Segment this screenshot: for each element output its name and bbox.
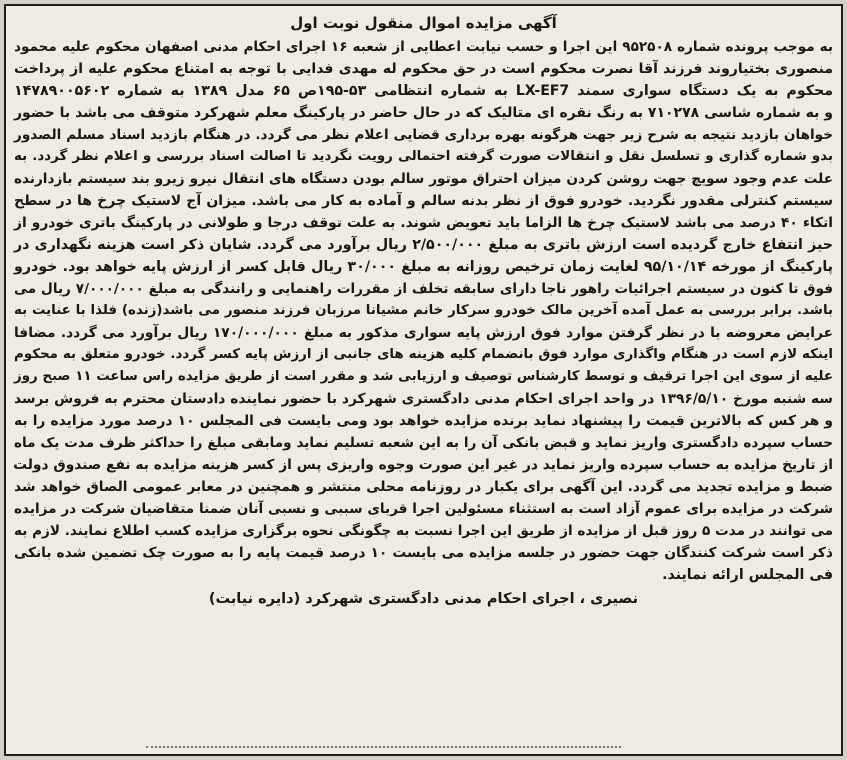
notice-line: به موجب پرونده شماره ۹۵۲۵۰۸ این اجرا و حسب نیابت اعطایی از شعبه ۱۶ اجرای احکام مدنی اصفهان محکوم علیه محمود [14,39,833,55]
notice-line: پارکینگ از مورخه ۹۵/۱۰/۱۴ لغایت زمان ترخیص روزانه به مبلغ ۳۰/۰۰۰ ریال قابل کسر از ارزش پایه خواهد بود. خودرو [14,259,833,275]
notice-line: و هر کس که بالاترین قیمت را پیشنهاد نماید برنده مزایده خواهد بود ومی بایست فی المجلس ۱۰ درصد مورد مزایده را به [14,413,833,429]
notice-line: شرکت در مزایده برای عموم آزاد است به استثناء مسئولین اجرا قربای سببی و نسبی آنان ضمنا متقاضیان شرکت در مزایده [14,501,833,517]
notice-line: علیه از سوی این اجرا ترقیف و توسط کارشناس توصیف و ارزیابی شد و مقرر است از طریق مزایده راس ساعت ۱۱ صبح روز [14,369,834,384]
notice-line: می توانند در مدت ۵ روز قبل از مزایده از طریق این اجرا نسبت به چگونگی نحوه برگزاری مزایده کسب اطلاع نمایند. لازم به [14,523,834,539]
notice-line: سیستم کنترلی مقدور نگردید. خودرو فوق از نظر بدنه سالم و آماده به کار می باشد. میزان آج لاستیک چرخ ها در سطح [14,193,833,209]
notice-line: از تاریخ مزایده به حساب سپرده واریز نماید در غیر این صورت وجوه واریزی پس از کسر هزینه مزایده به نفع صندوق دولت [13,457,833,473]
notice-body [14,12,833,754]
notice-line: بدو شماره گذاری و تسلسل نقل و انتقالات صورت گرفته احتمالی رویت نگردید تا اصالت اسناد بررسی و اعلام نظر گردد. به [14,149,833,164]
clipping-cut-edge [146,746,621,756]
notice-line: حیز انتفاع خارج گردیده است ارزش باتری به مبلغ ۲/۵۰۰/۰۰۰ ریال برآورد می گردد. شایان ذکر است هزینه نگهداری در [14,237,833,253]
notice-clipping [4,4,843,756]
notice-line: باشد. برابر بررسی به عمل آمده آخرین مالک خودرو سرکار خانم مشیانا مرزبان فرزند منصور می باشد(زنده) فلذا با عنایت به [14,303,833,318]
notice-line: اینکه لازم است در هنگام واگذاری موارد فوق بانضمام کلیه هزینه های جانبی از ارزش پایه کسر گردد. خودرو متعلق به محکوم [14,347,833,362]
notice-line: اتکاء ۴۰ درصد می باشد لاستیک چرخ ها الزاما باید تعویض شوند. به علت توقف درجا و طولانی در پارکینگ باتری خودرو از [14,215,833,231]
notice-line: حساب سپرده دادگستری واریز نماید و قبض بانکی آن را به این شعبه تسلیم نماید ومابقی مبلغ را حداکثر ظرف مدت یک ماه [14,435,833,451]
notice-line: ضبط و مزایده تجدید می گردد. این آگهی برای یکبار در روزنامه محلی منتشر و همچنین در معابر عمومی الصاق خواهد شد [14,479,833,495]
notice-title: آگهی مزایده اموال منقول نوبت اول [290,14,557,32]
notice-line: خواهان بازدید نتیجه به شرح زیر جهت هرگونه بهره برداری قضایی اعلام نظر می گردد. در هنگام بازدید اسناد مسلم الصدور [14,127,833,143]
notice-line: فوق تا کنون در سیستم اجرائیات راهور ناجا دارای سابقه تخلف از مقررات راهنمایی و رانندگی به مبلغ ۷/۰۰۰/۰۰۰ ریال می [14,281,833,297]
notice-line: ذکر است شرکت کنندگان جهت حضور در جلسه مزایده می بایست ۱۰ درصد قیمت پایه را به صورت چک تضمین شده بانکی [14,545,833,561]
notice-line: عرایض معروضه با در نظر گرفتن موارد فوق ارزش پایه سواری مذکور به مبلغ ۱۷۰/۰۰۰/۰۰۰ ریال برآورد می گردد. مضافا [14,325,833,341]
notice-line: محکوم به یک دستگاه سواری سمند LX-EF7 به شماره انتظامی ۵۳-۱۹۵ص ۶۵ مدل ۱۳۸۹ به شماره ۱۴۷۸۹۰۰۵۶۰۲ [14,83,833,99]
notice-line: و به شماره شاسی ۷۱۰۲۷۸ به رنگ نقره ای متالیک که در حال حاضر در پارکینگ معلم شهرکرد متوقف می باشد با حضور [14,105,833,121]
notice-line: علت عدم وجود سویچ جهت روشن کردن میزان احتراق موتور سالم بودن دستگاه های انتقال نیرو زیرو بند سیستم بازدارنده [14,171,833,187]
notice-line: سه شنبه مورخ ۱۳۹۶/۵/۱۰ در واحد اجرای احکام مدنی دادگستری شهرکرد با حضور نماینده دادستان محترم به فروش برسد [14,391,833,407]
notice-line: فی المجلس ارائه نمایند. [662,567,833,583]
notice-line: منصوری بختیاروند فرزند آقا نصرت محکوم است در حق محکوم له مهدی فدایی با توجه به امتناع محکوم علیه از پرداخت [14,61,833,77]
notice-signature: نصیری ، اجرای احکام مدنی دادگستری شهرکرد (دایره نیابت) [208,591,639,607]
